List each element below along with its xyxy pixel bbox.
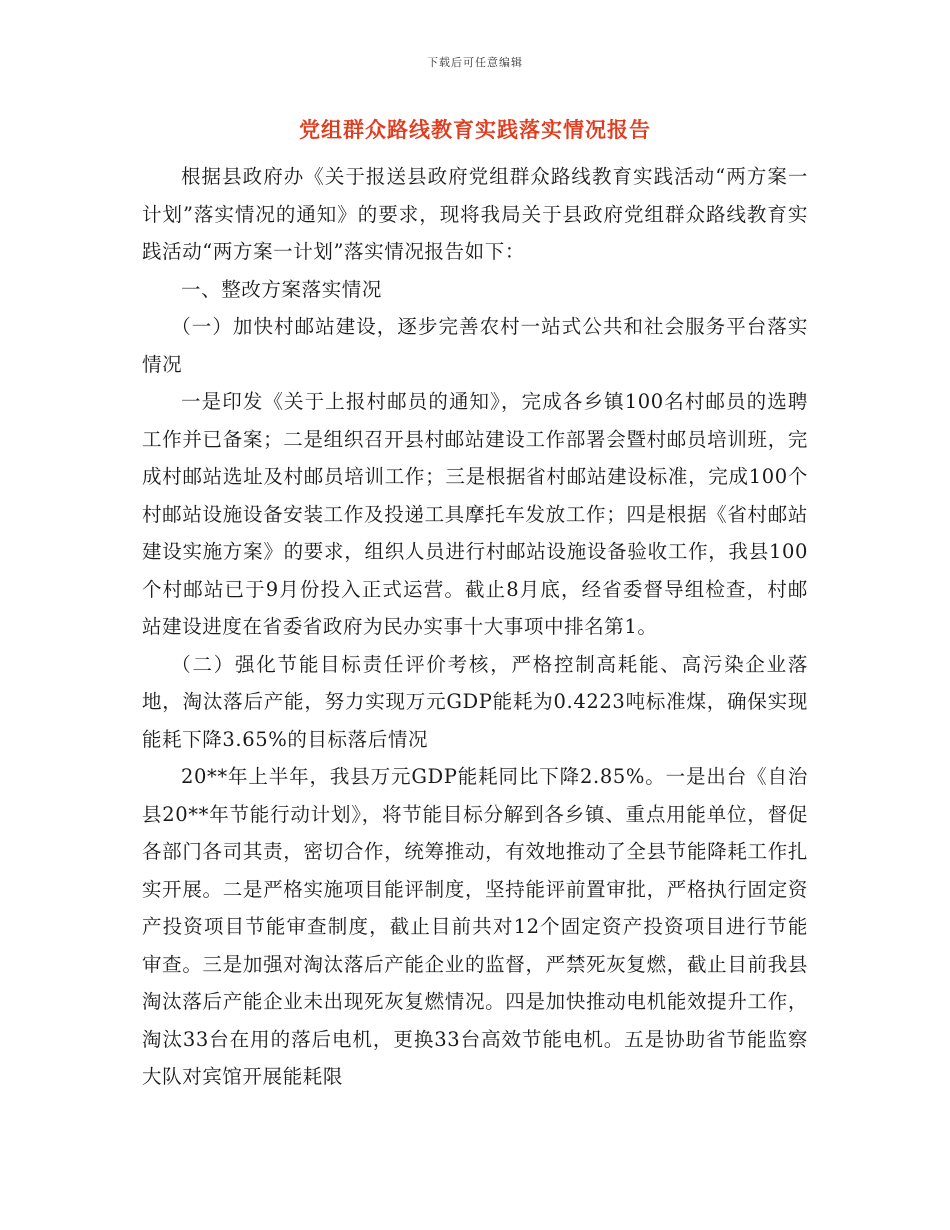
- section-heading-1: 一、整改方案落实情况: [181, 277, 383, 301]
- subsection-heading-1: （一）加快村邮站建设，逐步完善农村一站式公共和社会服务平台落实情况: [142, 315, 808, 376]
- body-paragraph: 一是印发《关于上报村邮员的通知》，完成各乡镇100名村邮员的选聘工作并已备案；二是组织召开县村邮站建设工作部署会暨村邮员培训班，完成村邮站选址及村邮员培训工作；三是根据省村邮站建设标准，完成100个村邮站设施设备安装工作及投递工具摩托车发放工作；四是根据《省村邮站建设实施方案》的要求，组织人员进行村邮站设施设备验收工作，我县100个村邮站已于9月份投入正式运营。截止8月底，经省委督导组检查，村邮站建设进度在省委省政府为民办实事十大事项中排名第1。: [142, 390, 808, 638]
- body-paragraph: 20**年上半年，我县万元GDP能耗同比下降2.85%。一是出台《自治县20**年节能行动计划》，将节能目标分解到各乡镇、重点用能单位，督促各部门各司其责，密切合作，统筹推动，有效地推动了全县节能降耗工作扎实开展。二是严格实施项目能评制度，坚持能评前置审批，严格执行固定资产投资项目节能审查制度，截止目前共对12个固定资产投资项目进行节能审查。三是加强对淘汰落后产能企业的监督，严禁死灰复燃，截止目前我县淘汰落后产能企业未出现死灰复燃情况。四是加快推动电机能效提升工作，淘汰33台在用的落后电机，更换33台高效节能电机。五是协助省节能监察大队对宾馆开展能耗限: [142, 765, 808, 1088]
- document-body: [142, 158, 808, 1096]
- intro-paragraph: 根据县政府办《关于报送县政府党组群众路线教育实践活动“两方案一计划”落实情况的通知》的要求，现将我局关于县政府党组群众路线教育实践活动“两方案一计划”落实情况报告如下：: [142, 165, 808, 263]
- document-title: 党组群众路线教育实践落实情况报告: [299, 117, 651, 142]
- subsection-heading-2: （二）强化节能目标责任评价考核，严格控制高耗能、高污染企业落地，淘汰落后产能，努力实现万元GDP能耗为0.4223吨标准煤，确保实现能耗下降3.65%的目标落后情况: [142, 652, 808, 751]
- header-note: 下载后可任意编辑: [427, 56, 523, 69]
